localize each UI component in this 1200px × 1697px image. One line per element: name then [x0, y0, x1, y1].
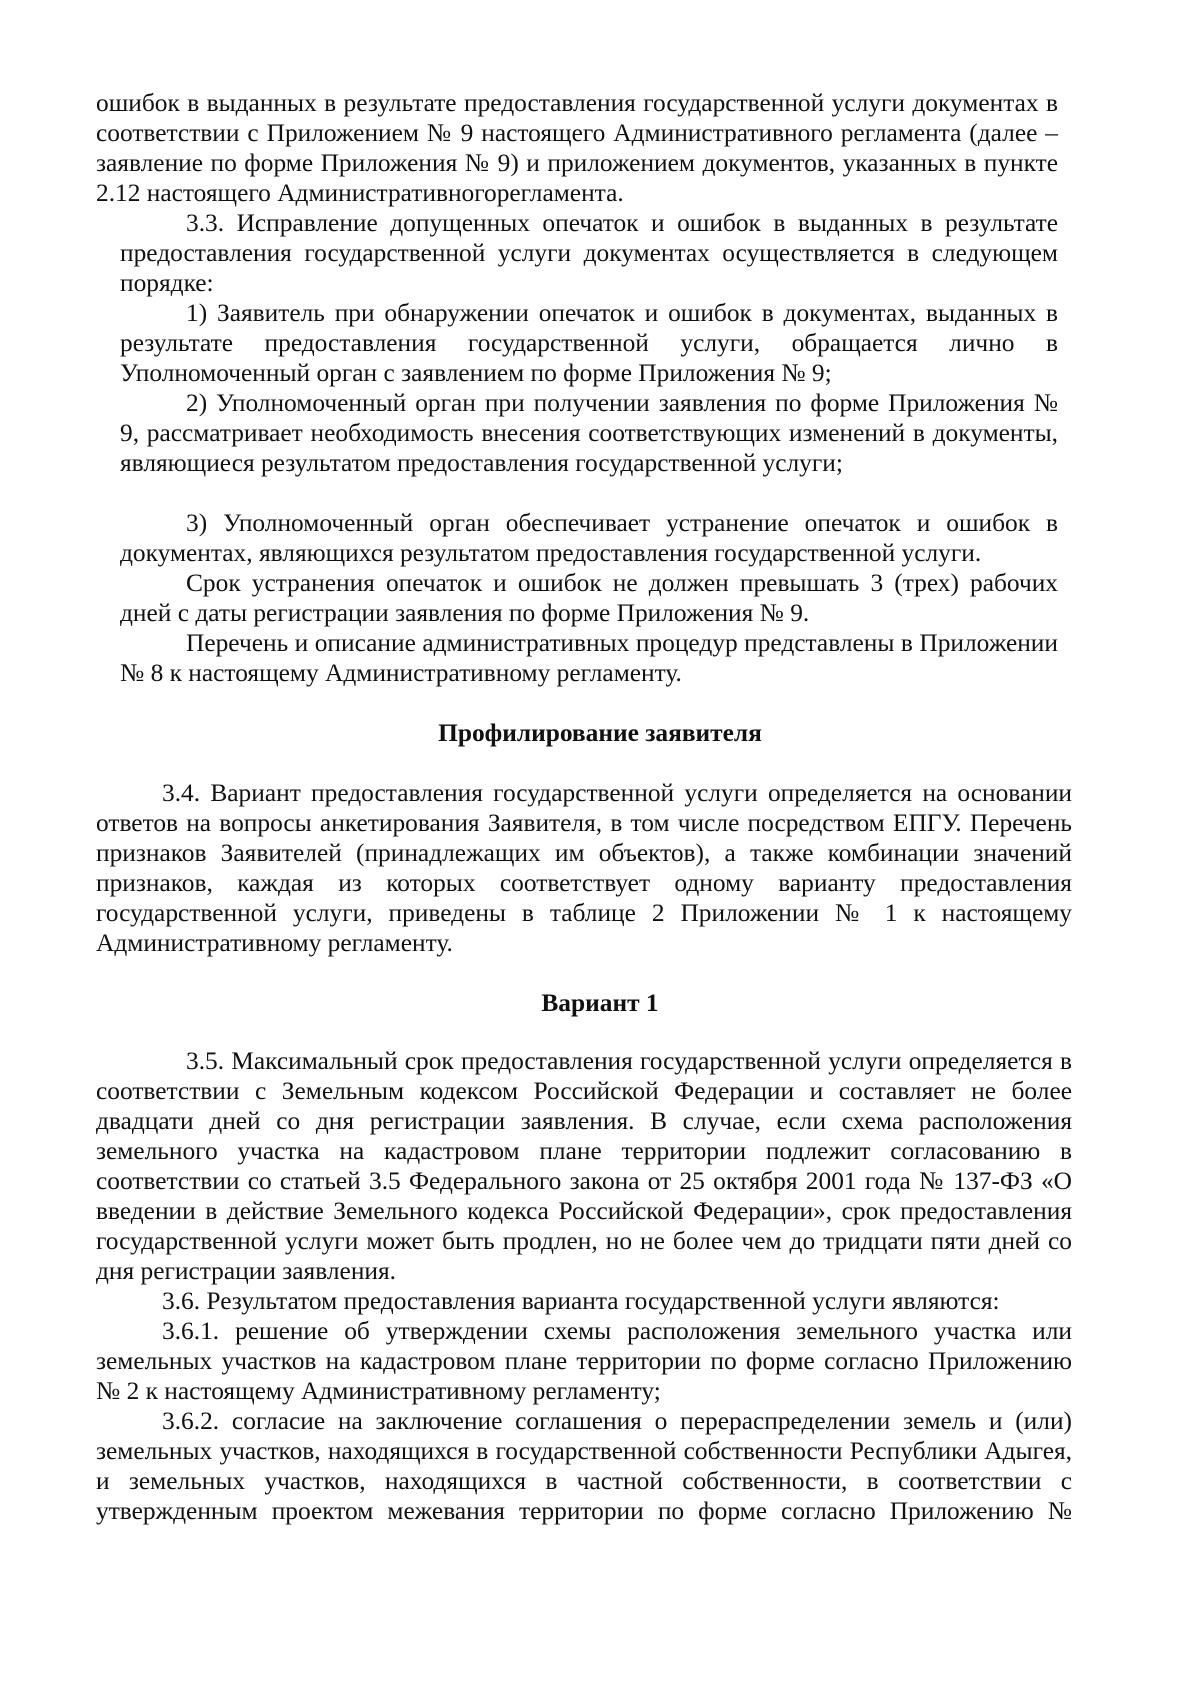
list-item-3: 3) Уполномоченный орган обеспечивает устранение опечаток и ошибок в документах, являющихся результатом предоставления государственной услуги.: [120, 509, 1058, 567]
paragraph-3-5: 3.5. Максимальный срок предоставления государственной услуги определяется в соответствии с Земельным кодексом Российской Федерации и составляет не более двадцати дней со дня регистрации заявления. В случае, если схема расположения земельного участка на кадастровом плане территории подлежит согласованию в соответствии со статьей 3.5 Федерального закона от 25 октября 2001 года № 137-ФЗ «О введении в действие Земельного кодекса Российской Федерации», срок предоставления государственной услуги может быть продлен, но не более чем до тридцати пяти дней со дня регистрации заявления.: [96, 1047, 1072, 1285]
heading-profiling: Профилирование заявителя: [438, 719, 762, 747]
list-item-1: 1) Заявитель при обнаружении опечаток и ошибок в документах, выданных в результате предоставления государственной услуги, обращается лично в Уполномоченный орган с заявлением по форме Приложения № 9;: [120, 299, 1058, 387]
paragraph-3-6-2: 3.6.2. согласие на заключение соглашения о перераспределении земель и (или) земельных участков, находящихся в государственной собственности Республики Адыгея, и земельных участков, находящихся в частной собственности, в соответствии с утвержденным проектом межевания территории по форме согласно Приложению №: [96, 1407, 1072, 1525]
paragraph-3-6: 3.6. Результатом предоставления варианта государственной услуги являются:: [162, 1287, 1000, 1315]
list-item-2: 2) Уполномоченный орган при получении заявления по форме Приложения № 9, рассматривает необходимость внесения соответствующих изменений в документы, являющиеся результатом предоставления государственной услуги;: [120, 389, 1058, 477]
paragraph-procedures: Перечень и описание административных процедур представлены в Приложении № 8 к настоящему Административному регламенту.: [120, 629, 1058, 687]
paragraph-3-3: 3.3. Исправление допущенных опечаток и ошибок в выданных в результате предоставления государственной услуги документах осуществляется в следующем порядке:: [120, 209, 1058, 297]
paragraph-continuation: ошибок в выданных в результате предоставления государственной услуги документах в соответствии с Приложением № 9 настоящего Административного регламента (далее – заявление по форме Приложения № 9) и приложением документов, указанных в пункте 2.12 настоящего Административногорегламента.: [96, 89, 1058, 207]
paragraph-deadline: Срок устранения опечаток и ошибок не должен превышать 3 (трех) рабочих дней с даты регистрации заявления по форме Приложения № 9.: [120, 569, 1058, 627]
paragraph-3-6-1: 3.6.1. решение об утверждении схемы расположения земельного участка или земельных участков на кадастровом плане территории по форме согласно Приложению № 2 к настоящему Административному регламенту;: [96, 1317, 1072, 1405]
paragraph-3-4: 3.4. Вариант предоставления государственной услуги определяется на основании ответов на вопросы анкетирования Заявителя, в том числе посредством ЕПГУ. Перечень признаков Заявителей (принадлежащих им объектов), а также комбинации значений признаков, каждая из которых соответствует одному варианту предоставления государственной услуги, приведены в таблице 2 Приложении № 1 к настоящему Административному регламенту.: [96, 779, 1072, 957]
heading-variant-1: Вариант 1: [541, 989, 659, 1017]
